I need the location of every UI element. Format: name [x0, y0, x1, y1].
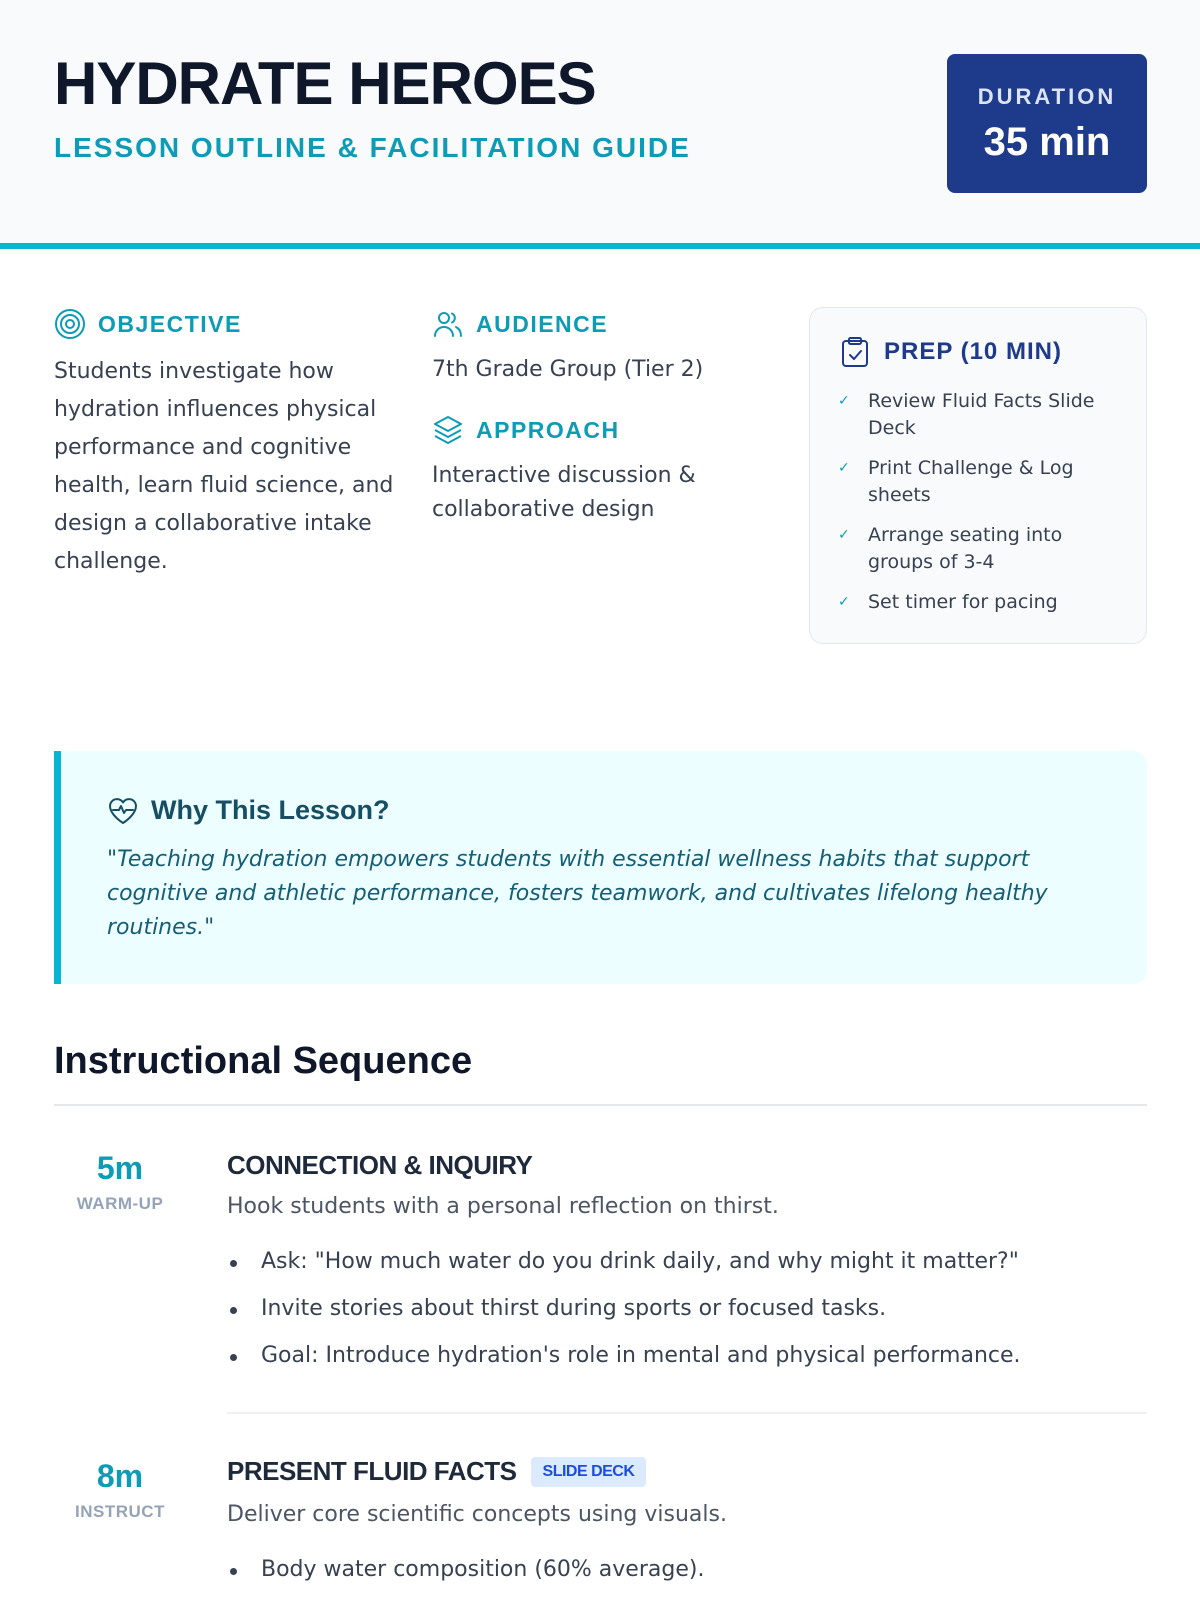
slide-deck-badge: SLIDE DECK: [531, 1457, 647, 1487]
step-title: [227, 1150, 532, 1181]
list-item: Goal: Introduce hydration's role in mental and physical performance.: [227, 1341, 1127, 1371]
divider: [54, 1104, 1147, 1106]
check-icon: ✓: [838, 594, 850, 610]
prep-card: [809, 307, 1147, 644]
layers-icon: [432, 414, 464, 446]
step-tag: WARM-UP: [76, 1194, 164, 1213]
audience-heading: [432, 308, 608, 340]
audience-label: AUDIENCE: [476, 310, 609, 337]
prep-item-text: Set timer for pacing: [868, 591, 1058, 613]
why-quote: "Teaching hydration empowers students with essential wellness habits that support cognitive and athletic performance, fosters teamwork, and cultivates lifelong healthy routines.": [107, 847, 1048, 940]
step-bullets: [227, 1555, 1127, 1600]
prep-item: [838, 388, 1128, 442]
prep-item: [838, 522, 1128, 576]
heart-pulse-icon: [107, 796, 139, 826]
lesson-subtitle: LESSON OUTLINE & FACILITATION GUIDE: [54, 132, 691, 163]
prep-label: PREP (10 MIN): [884, 338, 1062, 365]
step-description: Hook students with a personal reflection on thirst.: [227, 1194, 779, 1219]
lesson-header: [0, 0, 1200, 249]
why-label: Why This Lesson?: [151, 795, 390, 825]
prep-heading: [840, 336, 1062, 368]
list-item: Ask: "How much water do you drink daily, and why might it matter?": [227, 1247, 1127, 1277]
lesson-title: HYDRATE HEROES: [54, 50, 596, 117]
prep-item: [838, 455, 1128, 509]
audience-text: 7th Grade Group (Tier 2): [432, 357, 704, 382]
prep-item-text: Arrange seating into groups of 3-4: [868, 524, 1063, 573]
approach-text: Interactive discussion & collaborative design: [432, 463, 696, 522]
prep-item-text: Print Challenge & Log sheets: [868, 457, 1074, 506]
step-time: 8m: [96, 1458, 144, 1494]
duration-value: 35 min: [983, 120, 1111, 164]
list-item: Invite stories about thirst during sports or focused tasks.: [227, 1294, 1127, 1324]
divider: [227, 1412, 1147, 1414]
approach-label: APPROACH: [476, 416, 620, 443]
approach-heading: [432, 414, 620, 446]
duration-label: DURATION: [977, 84, 1117, 109]
check-icon: ✓: [838, 393, 850, 409]
clipboard-check-icon: [840, 336, 870, 368]
target-icon: [54, 308, 86, 340]
step-title: [227, 1456, 646, 1487]
step-bullets: [227, 1247, 1127, 1388]
step-time: 5m: [96, 1150, 144, 1186]
step-description: Deliver core scientific concepts using visuals.: [227, 1502, 727, 1527]
why-callout: [54, 751, 1147, 984]
objective-label: OBJECTIVE: [98, 310, 242, 337]
why-heading: [107, 795, 390, 826]
duration-badge: [947, 54, 1147, 193]
check-icon: ✓: [838, 527, 850, 543]
prep-item: [838, 589, 1128, 616]
prep-item-text: Review Fluid Facts Slide Deck: [868, 390, 1095, 439]
step-title-text: PRESENT FLUID FACTS: [227, 1456, 517, 1486]
sequence-title: Instructional Sequence: [54, 1040, 473, 1082]
step-tag: INSTRUCT: [75, 1502, 165, 1521]
users-icon: [432, 308, 464, 340]
objective-text: Students investigate how hydration influences physical performance and cognitive health, learn fluid science, and design a collaborative intake challenge.: [54, 359, 394, 574]
step-title-text: CONNECTION & INQUIRY: [227, 1150, 533, 1180]
check-icon: ✓: [838, 460, 850, 476]
prep-list: [838, 388, 1128, 629]
list-item: Body water composition (60% average).: [227, 1555, 1127, 1585]
objective-heading: [54, 308, 242, 340]
